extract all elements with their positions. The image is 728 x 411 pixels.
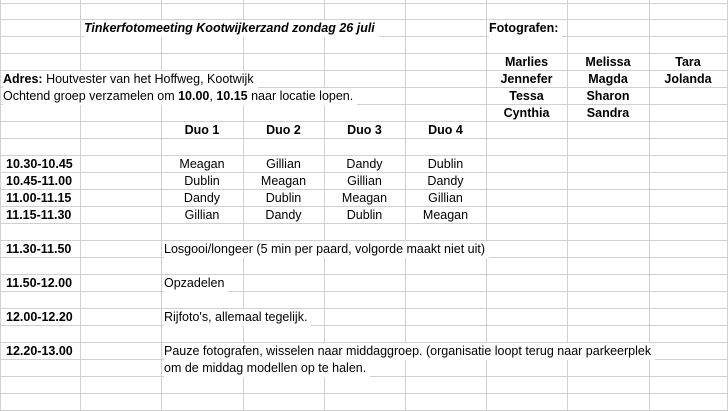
photographers-label[interactable]: Fotografen: bbox=[489, 20, 562, 37]
schedule-time[interactable]: 11.00-11.15 bbox=[6, 191, 72, 205]
schedule-cell[interactable]: Meagan bbox=[260, 174, 307, 188]
morning-time-1: 10.00 bbox=[178, 89, 210, 103]
photographer-cell[interactable]: Sharon bbox=[586, 89, 630, 103]
schedule-cell[interactable]: Dublin bbox=[265, 191, 302, 205]
morning-prefix: Ochtend groep verzamelen om bbox=[3, 89, 179, 103]
morning-sep: , bbox=[209, 89, 217, 103]
schedule-cell[interactable]: Dandy bbox=[427, 174, 464, 188]
morning-note-cell[interactable] bbox=[3, 88, 357, 105]
schedule-cell[interactable]: Meagan bbox=[179, 157, 225, 171]
activity-text[interactable]: Opzadelen bbox=[164, 275, 228, 292]
photographer-cell[interactable]: Cynthia bbox=[503, 106, 550, 120]
schedule-cell[interactable]: Gillian bbox=[184, 208, 220, 222]
activity-text-continued[interactable]: om de middag modellen op te halen. bbox=[164, 360, 370, 377]
address-label: Adres: bbox=[3, 72, 43, 86]
address-cell[interactable] bbox=[3, 71, 258, 88]
duo-header-3[interactable]: Duo 3 bbox=[347, 123, 382, 137]
photographer-cell[interactable]: Magda bbox=[588, 72, 628, 86]
photographer-cell[interactable]: Sandra bbox=[586, 106, 630, 120]
photographer-cell[interactable]: Jennefer bbox=[500, 72, 553, 86]
grid-line bbox=[0, 3, 728, 4]
activity-text[interactable]: Losgooi/longeer (5 min per paard, volgorde maakt niet uit) bbox=[164, 241, 489, 258]
activity-time[interactable]: 12.00-12.20 bbox=[6, 310, 73, 324]
schedule-cell[interactable]: Gillian bbox=[428, 191, 463, 205]
grid-line bbox=[0, 325, 728, 326]
schedule-cell[interactable]: Dublin bbox=[184, 174, 220, 188]
activity-text[interactable]: Rijfoto's, allemaal tegelijk. bbox=[164, 309, 311, 326]
schedule-cell[interactable]: Gillian bbox=[266, 157, 301, 171]
photographer-cell[interactable]: Marlies bbox=[504, 55, 549, 69]
grid-line bbox=[0, 274, 728, 275]
schedule-time[interactable]: 11.15-11.30 bbox=[6, 208, 72, 222]
grid-line bbox=[0, 308, 728, 309]
schedule-cell[interactable]: Dandy bbox=[183, 191, 221, 205]
activity-text[interactable]: Pauze fotografen, wisselen naar middaggroep. (organisatie loopt terug naar parkeerplek bbox=[164, 343, 655, 360]
schedule-cell[interactable]: Dublin bbox=[346, 208, 383, 222]
schedule-cell[interactable]: Meagan bbox=[341, 191, 388, 205]
activity-time[interactable]: 11.50-12.00 bbox=[6, 276, 73, 290]
schedule-cell[interactable]: Dublin bbox=[427, 157, 464, 171]
duo-header-1[interactable]: Duo 1 bbox=[184, 123, 220, 137]
sheet-title[interactable]: Tinkerfotomeeting Kootwijkerzand zondag 26 juli bbox=[84, 20, 379, 37]
activity-time[interactable]: 12.20-13.00 bbox=[6, 344, 73, 358]
photographer-cell[interactable]: Jolanda bbox=[664, 72, 712, 86]
duo-header-2[interactable]: Duo 2 bbox=[266, 123, 301, 137]
schedule-cell[interactable]: Gillian bbox=[347, 174, 382, 188]
schedule-cell[interactable]: Meagan bbox=[422, 208, 469, 222]
morning-time-2: 10.15 bbox=[216, 89, 248, 103]
grid-line bbox=[0, 393, 728, 394]
photographer-cell[interactable]: Tara bbox=[675, 55, 701, 69]
schedule-cell[interactable]: Dandy bbox=[265, 208, 302, 222]
duo-header-4[interactable]: Duo 4 bbox=[428, 123, 463, 137]
schedule-time[interactable]: 10.45-11.00 bbox=[6, 174, 73, 188]
photographer-cell[interactable]: Melissa bbox=[585, 55, 631, 69]
schedule-cell[interactable]: Dandy bbox=[346, 157, 383, 171]
schedule-time[interactable]: 10.30-10.45 bbox=[6, 157, 73, 171]
morning-suffix: naar locatie lopen. bbox=[247, 89, 354, 103]
address-value: Houtvester van het Hoffweg, Kootwijk bbox=[42, 72, 254, 86]
photographer-cell[interactable]: Tessa bbox=[509, 89, 544, 103]
grid-line bbox=[0, 291, 728, 292]
activity-time[interactable]: 11.30-11.50 bbox=[6, 242, 72, 256]
